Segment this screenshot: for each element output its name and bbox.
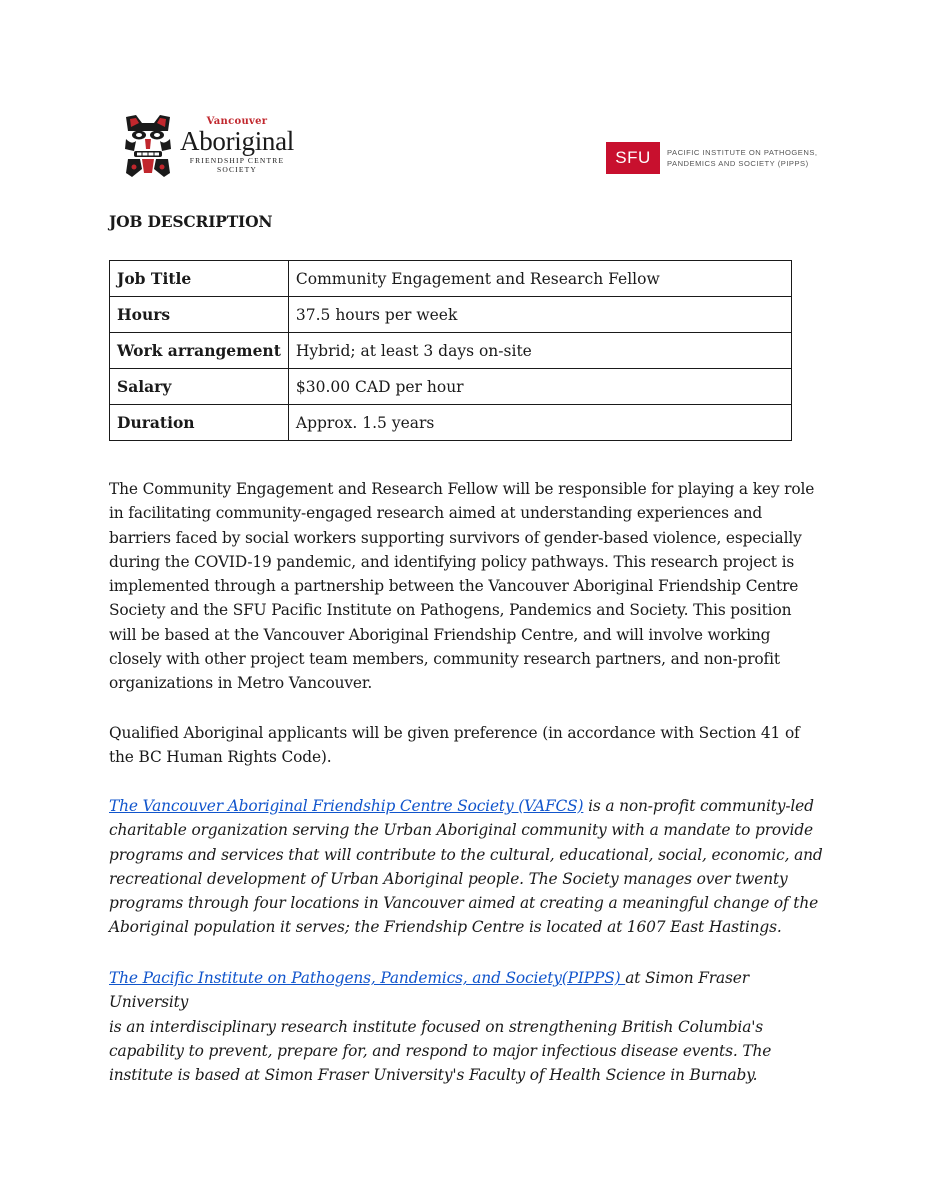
paragraph-line: capability to prevent, prepare for, and respond to major infectious disease events. The bbox=[109, 1041, 772, 1060]
hours-label: Hours bbox=[110, 297, 289, 333]
vafcs-aboriginal-text: Aboriginal bbox=[180, 126, 294, 157]
paragraph-line: is an interdisciplinary research institute focused on strengthening British Columbia's bbox=[109, 1017, 764, 1036]
pipps-link[interactable]: The Pacific Institute on Pathogens, Pandemics, and Society(PIPPS) bbox=[109, 969, 626, 987]
paragraph-line: The Community Engagement and Research Fellow will be responsible for playing a key role bbox=[109, 480, 815, 498]
table-row bbox=[110, 405, 792, 441]
paragraph-line: barriers faced by social workers supporting survivors of gender-based violence, especially bbox=[109, 528, 802, 547]
paragraph-line: at Simon Fraser University bbox=[109, 969, 749, 1012]
vafcs-about-paragraph bbox=[109, 794, 829, 940]
pipps-name-line2: PANDEMICS AND SOCIETY (PIPPS) bbox=[667, 159, 809, 168]
paragraph-line: the BC Human Rights Code). bbox=[109, 748, 332, 767]
paragraph-line: Qualified Aboriginal applicants will be given preference (in accordance with Section 41 of bbox=[109, 724, 800, 742]
pipps-name bbox=[667, 147, 818, 169]
vafcs-link[interactable]: The Vancouver Aboriginal Friendship Centre Society (VAFCS) bbox=[109, 797, 584, 815]
vafcs-logo bbox=[120, 108, 300, 184]
table-row bbox=[110, 369, 792, 405]
paragraph-line: programs and services that will contribute to the cultural, educational, social, economic, and bbox=[109, 845, 823, 864]
paragraph-line: will be based at the Vancouver Aboriginal Friendship Centre, and will involve working bbox=[109, 625, 771, 644]
paragraph-line: organizations in Metro Vancouver. bbox=[109, 674, 373, 693]
job-title-value: Community Engagement and Research Fellow bbox=[288, 261, 791, 297]
salary-value: $30.00 CAD per hour bbox=[288, 369, 791, 405]
vafcs-subtitle-line1: FRIENDSHIP CENTRE bbox=[189, 156, 285, 166]
paragraph-line: Society and the SFU Pacific Institute on Pathogens, Pandemics and Society. This position bbox=[109, 601, 792, 620]
paragraph-line: institute is based at Simon Fraser University's Faculty of Health Science in Burnaby. bbox=[109, 1066, 758, 1085]
paragraph-line: recreational development of Urban Aboriginal people. The Society manages over twenty bbox=[109, 869, 788, 888]
pipps-name-line1: PACIFIC INSTITUTE ON PATHOGENS, bbox=[667, 148, 818, 157]
table-row bbox=[110, 261, 792, 297]
sfu-mark: SFU bbox=[606, 142, 660, 174]
work-arrangement-label: Work arrangement bbox=[110, 333, 289, 369]
paragraph-line: charitable organization serving the Urban Aboriginal community with a mandate to provide bbox=[109, 821, 813, 840]
duration-label: Duration bbox=[110, 405, 289, 441]
preference-paragraph bbox=[109, 721, 829, 770]
paragraph-line: during the COVID-19 pandemic, and identifying policy pathways. This research project is bbox=[109, 552, 795, 571]
sfu-pipps-logo bbox=[606, 142, 818, 174]
job-details-table bbox=[109, 260, 792, 441]
paragraph-line: closely with other project team members, community research partners, and non-profit bbox=[109, 650, 780, 669]
pipps-about-paragraph bbox=[109, 966, 829, 1087]
vafcs-vancouver-text: Vancouver bbox=[206, 116, 268, 128]
hours-value: 37.5 hours per week bbox=[288, 297, 791, 333]
vafcs-subtitle-line2: SOCIETY bbox=[216, 165, 258, 174]
table-row bbox=[110, 333, 792, 369]
totem-logo-icon bbox=[120, 111, 176, 181]
paragraph-line: implemented through a partnership between the Vancouver Aboriginal Friendship Centre bbox=[109, 577, 799, 596]
role-description-paragraph bbox=[109, 477, 829, 696]
paragraph-line: in facilitating community-engaged research aimed at understanding experiences and bbox=[109, 504, 763, 523]
work-arrangement-value: Hybrid; at least 3 days on-site bbox=[288, 333, 791, 369]
paragraph-line: programs through four locations in Vancouver aimed at creating a meaningful change of the bbox=[109, 894, 819, 913]
page-title: JOB DESCRIPTION bbox=[109, 212, 273, 231]
vafcs-subtitle bbox=[190, 157, 285, 174]
duration-value: Approx. 1.5 years bbox=[288, 405, 791, 441]
salary-label: Salary bbox=[110, 369, 289, 405]
table-row bbox=[110, 297, 792, 333]
vafcs-wordmark bbox=[180, 117, 294, 174]
paragraph-line: is a non-profit community-led bbox=[583, 797, 814, 815]
job-title-label: Job Title bbox=[110, 261, 289, 297]
paragraph-line: Aboriginal population it serves; the Friendship Centre is located at 1607 East Hastings. bbox=[109, 918, 782, 937]
